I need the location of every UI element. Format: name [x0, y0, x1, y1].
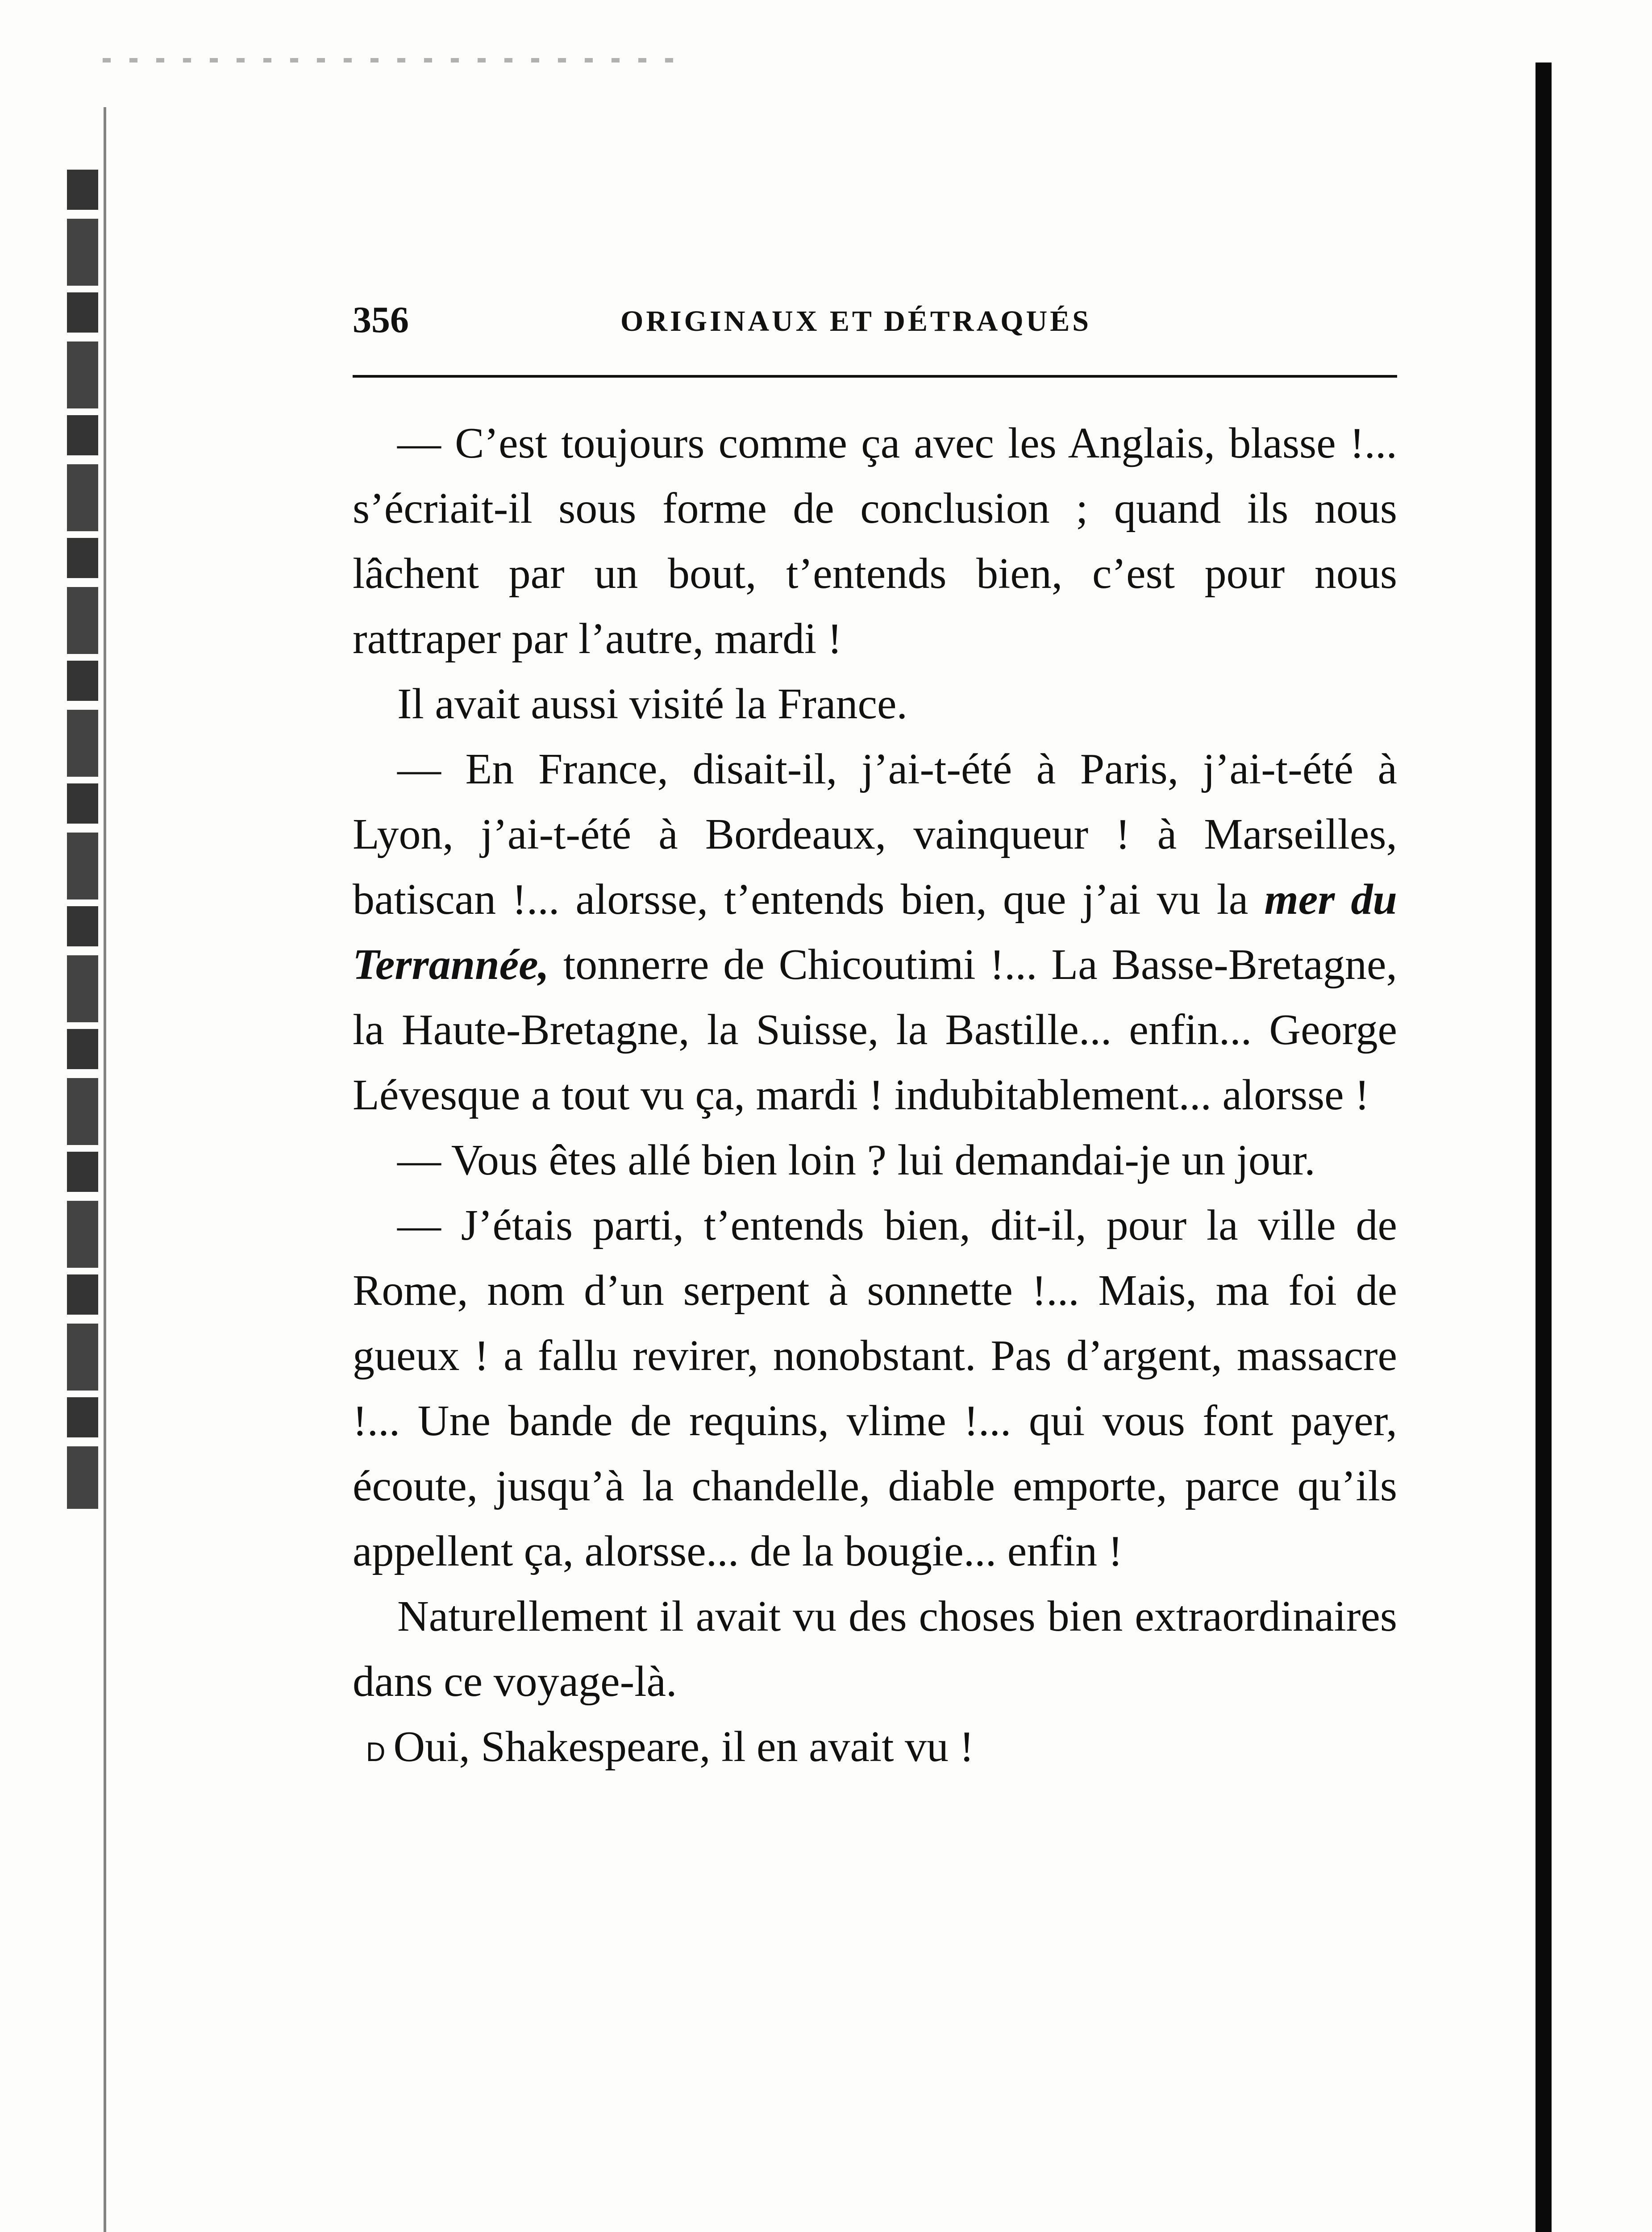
paragraph-7-text: Oui, Shakespeare, il en avait vu ! — [393, 1723, 974, 1771]
scan-edge-right — [1535, 62, 1552, 2232]
page-number: 356 — [353, 299, 409, 341]
running-header — [353, 290, 1397, 344]
paragraph-4 — [353, 1128, 1397, 1193]
paragraph-3-text-b: tonnerre de Chicoutimi !... La Basse-Bretagne, la Haute-Bretagne, la Suisse, la Bastille... enfin... George Lévesque a tout vu ça, mardi ! indubitablement... alorsse ! — [353, 941, 1397, 1119]
paragraph-5-text: — J’étais parti, t’entends bien, dit-il, pour la ville de Rome, nom d’un serpent à sonnette !... Mais, ma foi de gueux ! a fallu revirer, nonobstant. Pas d’argent, massacre !... Une bande de requins, vlime !... qui vous font payer, écoute, jusqu’à la chandelle, diable emporte, parce qu’ils appellent ça, alorsse... de la bougie... enfin ! — [353, 1201, 1397, 1575]
header-rule — [353, 375, 1397, 378]
running-title: ORIGINAUX ET DÉTRAQUÉS — [620, 305, 1091, 337]
paragraph-5 — [353, 1193, 1397, 1584]
body-text — [353, 411, 1397, 1785]
paragraph-6 — [353, 1584, 1397, 1714]
scan-edge-left-line — [104, 107, 106, 2232]
margin-marker: D — [366, 1737, 386, 1767]
scan-edge-top — [103, 58, 683, 62]
paragraph-3 — [353, 737, 1397, 1128]
paragraph-4-text: — Vous êtes allé bien loin ? lui demandai-je un jour. — [397, 1136, 1315, 1184]
scan-edge-left — [67, 170, 98, 1509]
paragraph-3-text-a: — En France, disait-il, j’ai-t-été à Paris, j’ai-t-été à Lyon, j’ai-t-été à Bordeaux, vainqueur ! à Marseilles, batiscan !... alorsse, t’entends bien, que j’ai vu la — [353, 745, 1397, 924]
paragraph-6-text: Naturellement il avait vu des choses bien extraordinaires dans ce voyage-là. — [353, 1592, 1397, 1706]
paragraph-3-italic: mer du Terrannée, — [353, 875, 1398, 989]
paragraph-1 — [353, 411, 1397, 671]
paragraph-2-text: Il avait aussi visité la France. — [397, 680, 907, 728]
paragraph-7 — [353, 1714, 1397, 1785]
paragraph-2 — [353, 671, 1397, 737]
paragraph-1-text: — C’est toujours comme ça avec les Anglais, blasse !... s’écriait-il sous forme de conclusion ; quand ils nous lâchent par un bout, t’entends bien, c’est pour nous rattraper par l’autre, mardi ! — [353, 419, 1397, 663]
